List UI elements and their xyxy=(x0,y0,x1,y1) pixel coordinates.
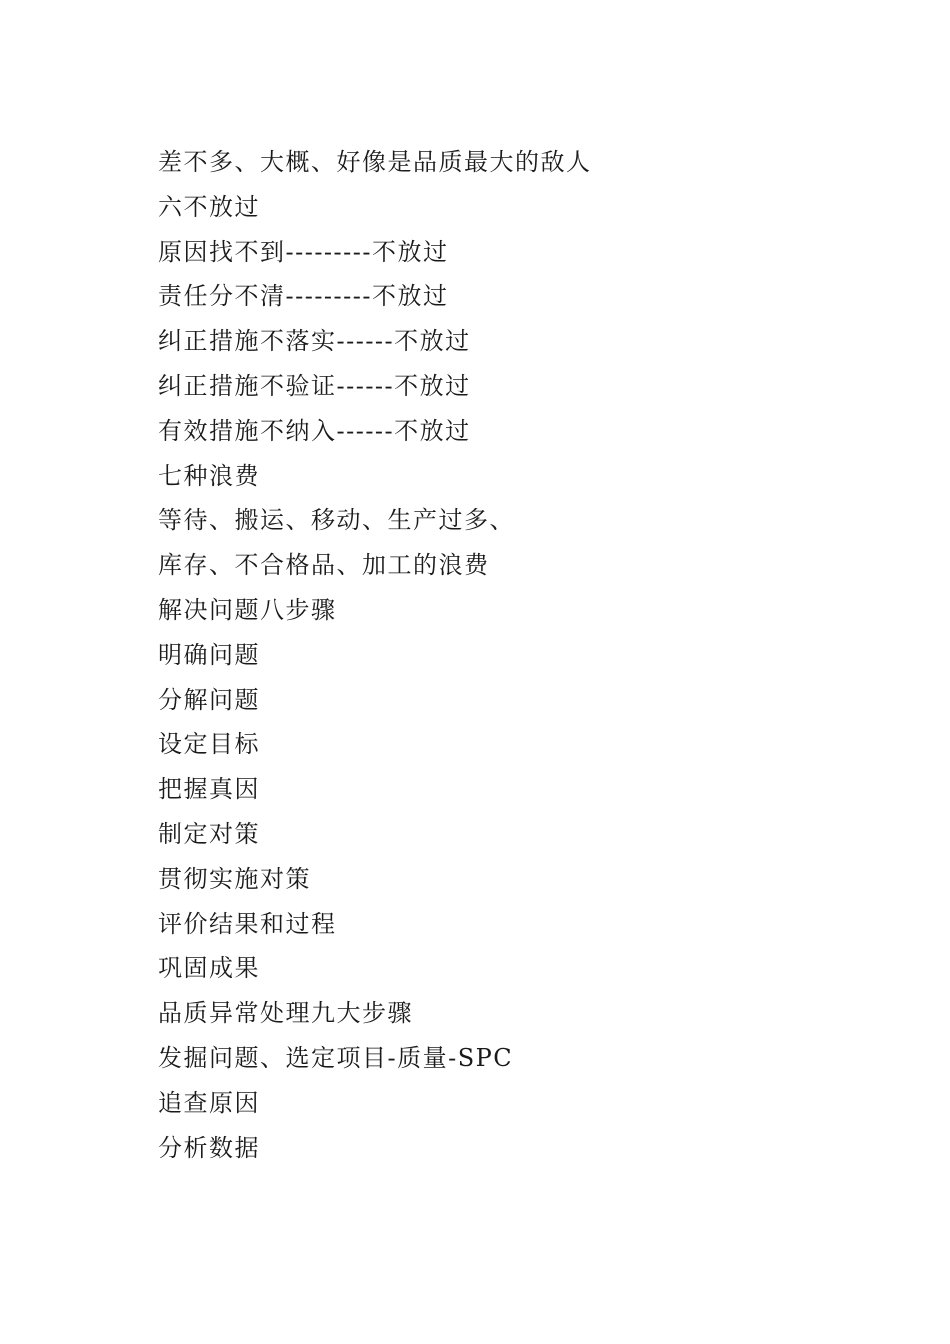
text-line: 责任分不清---------不放过 xyxy=(158,282,449,311)
section-heading: 六不放过 xyxy=(158,192,260,221)
text-line: 分解问题 xyxy=(158,685,260,714)
text-line: 评价结果和过程 xyxy=(158,909,337,938)
section-heading: 七种浪费 xyxy=(158,461,260,490)
text-line: 追查原因 xyxy=(158,1088,260,1117)
text-line: 纠正措施不落实------不放过 xyxy=(158,327,471,356)
section-heading: 品质异常处理九大步骤 xyxy=(158,999,413,1028)
text-line: 巩固成果 xyxy=(158,954,260,983)
text-line: 把握真因 xyxy=(158,775,260,804)
text-line: 等待、搬运、移动、生产过多、 xyxy=(158,506,515,535)
document-body xyxy=(158,140,858,1170)
text-line: 差不多、大概、好像是品质最大的敌人 xyxy=(158,148,592,176)
text-line: 贯彻实施对策 xyxy=(158,864,311,893)
text-line: 纠正措施不验证------不放过 xyxy=(158,371,471,400)
text-line: 设定目标 xyxy=(158,730,260,759)
text-line: 明确问题 xyxy=(158,640,260,669)
section-heading: 解决问题八步骤 xyxy=(158,595,337,624)
text-line: 库存、不合格品、加工的浪费 xyxy=(158,551,490,580)
text-line: 原因找不到---------不放过 xyxy=(158,237,449,266)
text-line: 发掘问题、选定项目-质量-SPC xyxy=(158,1043,514,1072)
text-line: 有效措施不纳入------不放过 xyxy=(158,416,471,445)
text-line: 分析数据 xyxy=(158,1133,260,1162)
text-line: 制定对策 xyxy=(158,819,260,848)
